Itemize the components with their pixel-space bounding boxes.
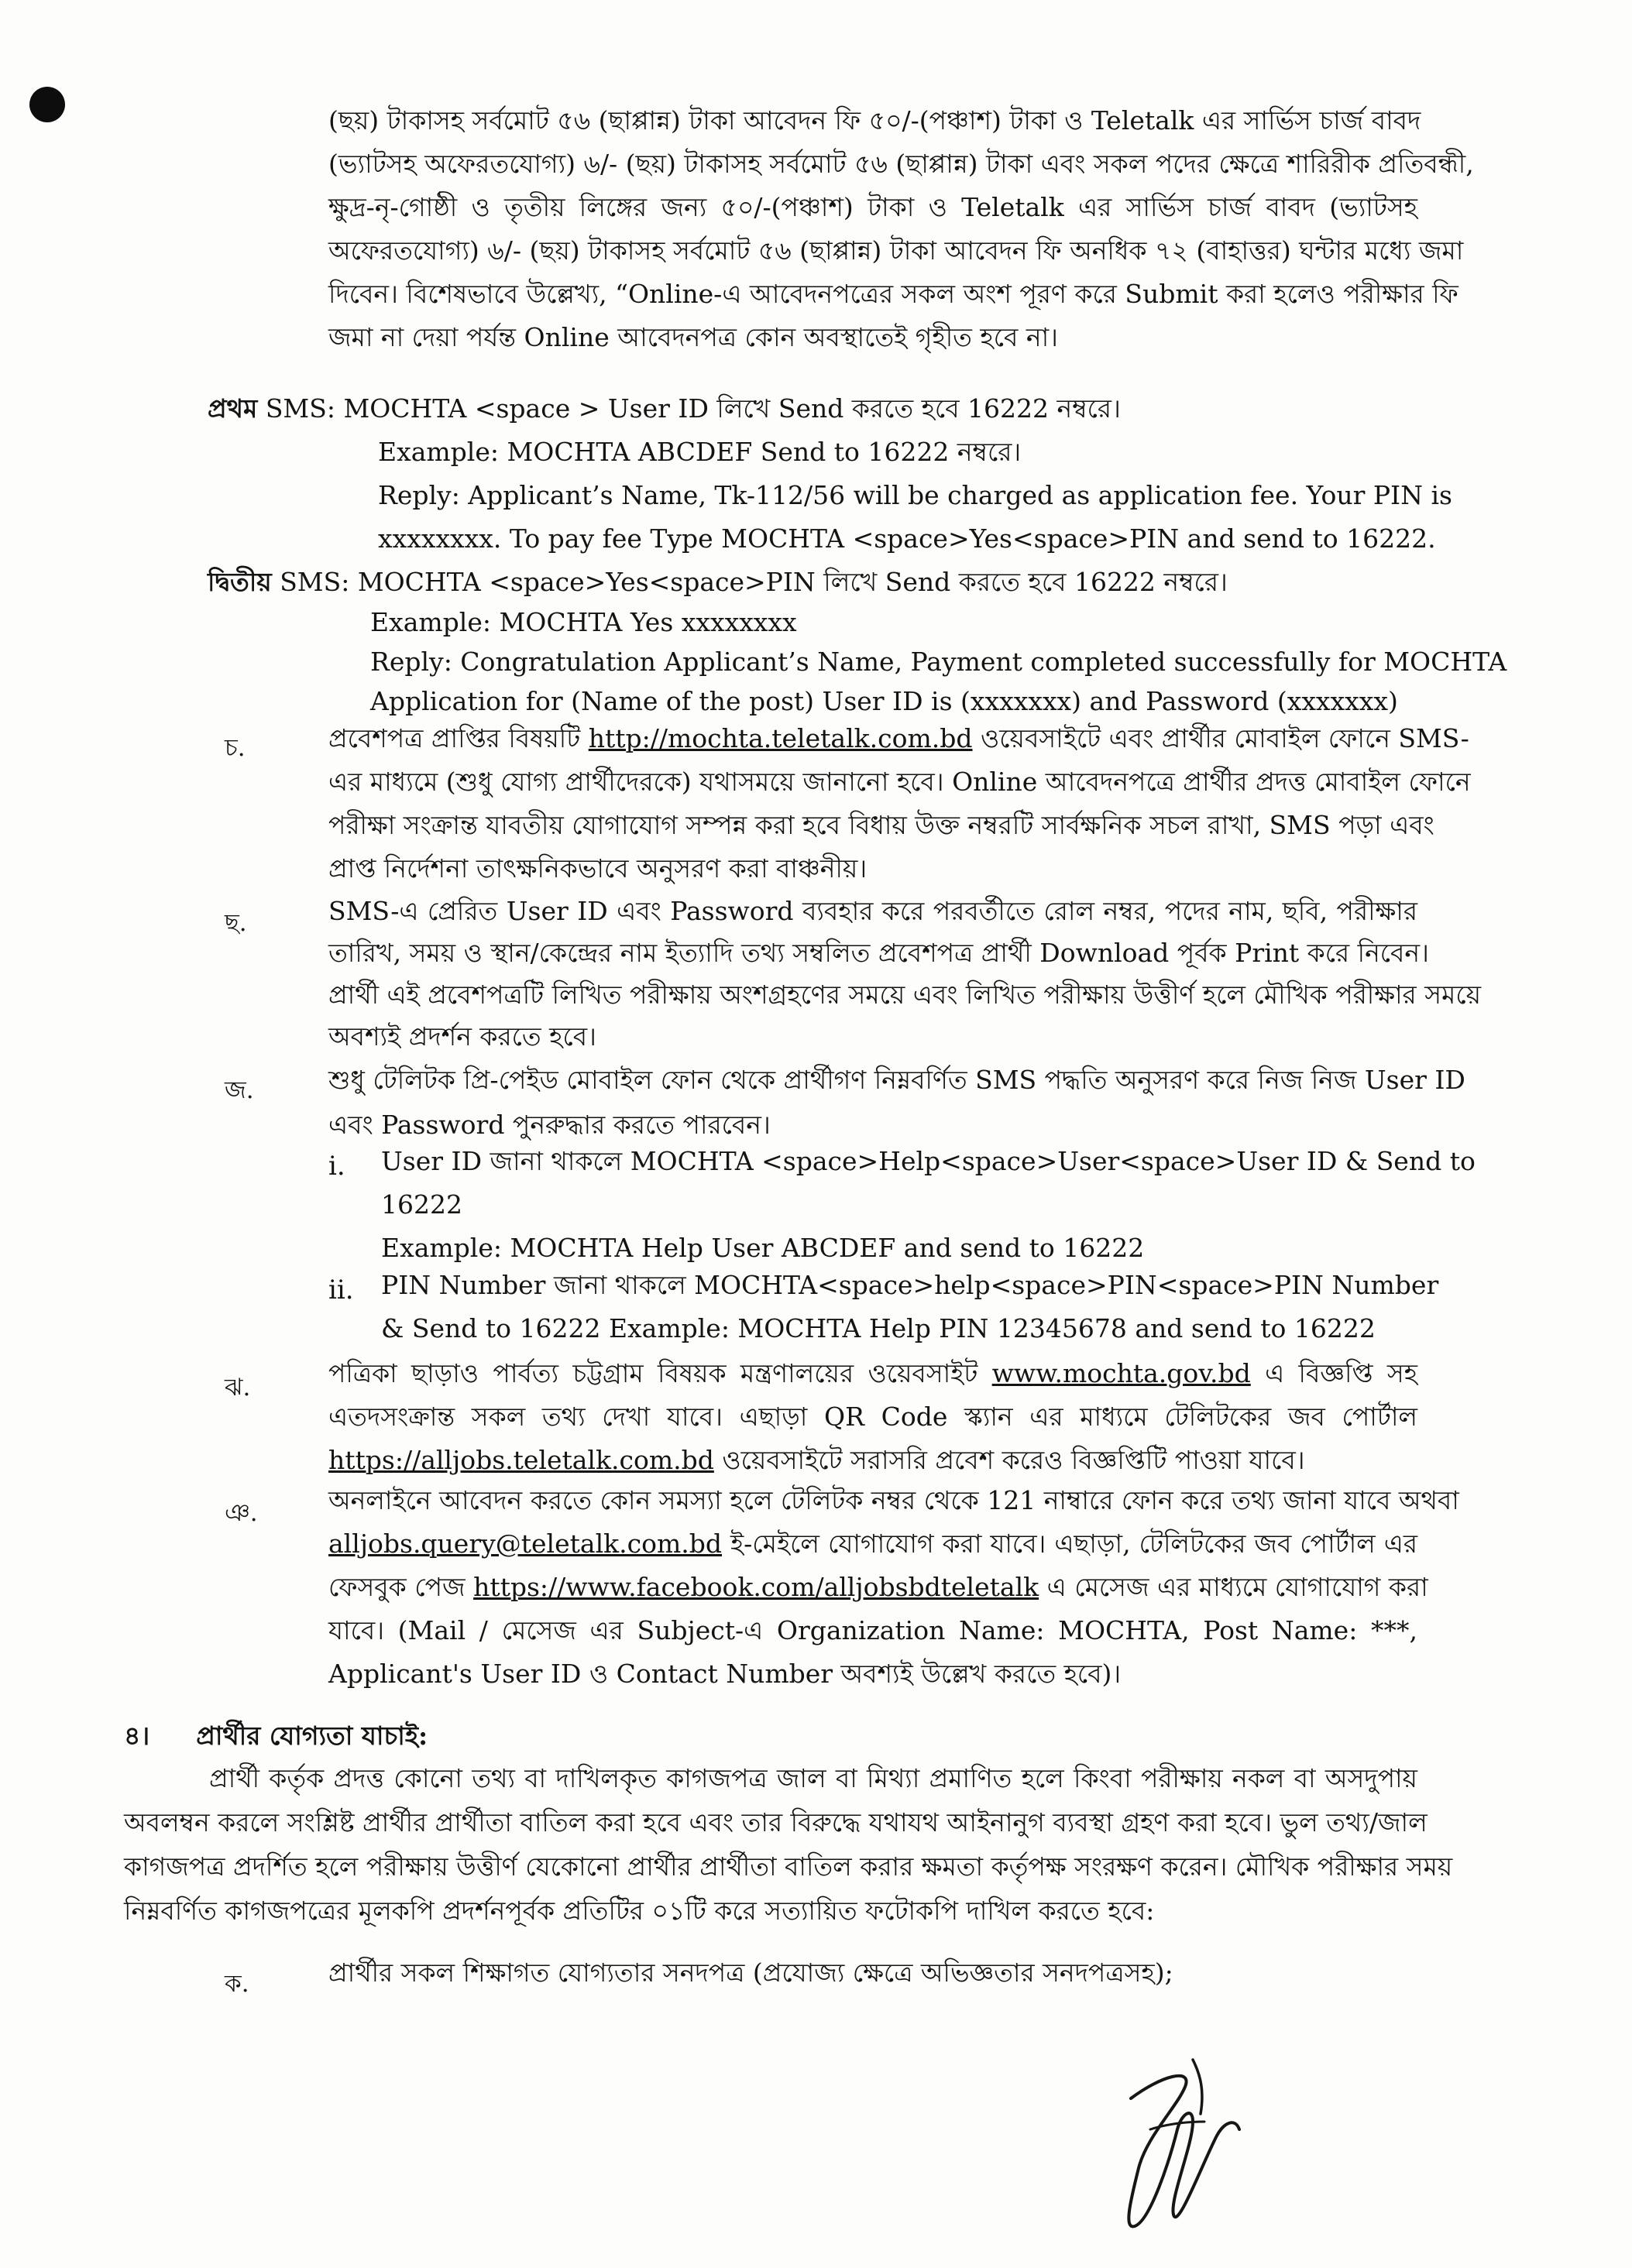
sms2-details (370, 602, 1507, 721)
sub-i-line: 16222 (381, 1189, 462, 1220)
sub-i-marker: i. (328, 1151, 345, 1182)
sub-i-line: Example: MOCHTA Help User ABCDEF and send to 16222 (381, 1233, 1145, 1263)
sms1-head-line (208, 387, 1424, 431)
intro-line: (ছয়) টাকাসহ সর্বমোট ৫৬ (ছাপ্পান্ন) টাকা আবেদন ফি ৫০/-(পঞ্চাশ) টাকা ও Teletalk এর সার্ভিস চার্জ বাবদ (328, 105, 1421, 136)
sub-item-i (381, 1140, 1476, 1270)
item-cha-line: প্রাপ্ত নির্দেশনা তাৎক্ষনিকভাবে অনুসরণ করা বাঞ্চনীয়। (328, 853, 868, 884)
item-nya-line (328, 1522, 1417, 1566)
item-chha-line: প্রার্থী এই প্রবেশপত্রটি লিখিত পরীক্ষায় অংশগ্রহণের সময়ে এবং লিখিত পরীক্ষায় উত্তীর্ণ হলে মৌখিক পরীক্ষার সময়ে (328, 980, 1482, 1010)
item-ja-line: এবং Password পুনরুদ্ধার করতে পারবেন। (328, 1110, 771, 1140)
facebook-page-link[interactable]: https://www.facebook.com/alljobsbdteletalk (473, 1572, 1039, 1602)
item-jha-line: এতদসংক্রান্ত সকল তথ্য দেখা যাবে। এছাড়া QR Code স্ক্যান এর মাধ্যমে টেলিটকের জব পোর্টাল (328, 1402, 1417, 1432)
section-4-line: কাগজপত্র প্রদর্শিত হলে পরীক্ষায় উত্তীর্ণ যেকোনো প্রার্থীর প্রার্থীতা বাতিল করার ক্ষমতা কর্তৃপক্ষ সংরক্ষণ করেন। মৌখিক পরীক্ষার সময় (124, 1851, 1453, 1882)
sms2-reply-1: Reply: Congratulation Applicant’s Name, Payment completed successfully for MOCHTA (370, 647, 1507, 677)
sms1-reply-2: xxxxxxxx. To pay fee Type MOCHTA <space>Yes<space>PIN and send to 16222. (378, 523, 1436, 554)
query-email-link[interactable]: alljobs.query@teletalk.com.bd (328, 1529, 722, 1559)
item-ka-line: প্রার্থীর সকল শিক্ষাগত যোগ্যতার সনদপত্র (প্রযোজ্য ক্ষেত্রে অভিজ্ঞতার সনদপত্রসহ); (328, 1957, 1173, 1988)
sms2-head-line (208, 561, 1424, 604)
intro-line: দিবেন। বিশেষভাবে উল্লেখ্য, “Online-এ আবেদনপত্রের সকল অংশ পূরণ করে Submit করা হলেও পরীক্ষার ফি (328, 279, 1458, 309)
section-4-heading-line (124, 1714, 821, 1758)
item-ka (328, 1951, 1417, 1995)
section-4-number: ৪। (124, 1721, 150, 1751)
alljobs-link[interactable]: https://alljobs.teletalk.com.bd (328, 1445, 714, 1475)
item-nya-line: Applicant's User ID ও Contact Number অবশ্যই উল্লেখ করতে হবে)। (328, 1659, 1122, 1689)
sub-ii-line: PIN Number জানা থাকলে MOCHTA<space>help<space>PIN<space>PIN Number (381, 1270, 1439, 1300)
sms2-example: Example: MOCHTA Yes xxxxxxxx (370, 607, 797, 637)
intro-line: ক্ষুদ্র-নৃ-গোষ্ঠী ও তৃতীয় লিঙ্গের জন্য ৫০/-(পঞ্চাশ) টাকা ও Teletalk এর সার্ভিস চার্জ বাবদ (ভ্যাটসহ (328, 192, 1417, 222)
section-4-paragraph (124, 1756, 1453, 1933)
section-4-title: প্রার্থীর যোগ্যতা যাচাই: (196, 1721, 428, 1751)
item-nya-marker: ঞ. (225, 1499, 258, 1527)
text-run: পত্রিকা ছাড়াও পার্বত্য চট্টগ্রাম বিষয়ক মন্ত্রণালয়ের ওয়েবসাইট (328, 1358, 992, 1388)
sms2-block (208, 561, 1424, 604)
item-ja-marker: জ. (225, 1076, 254, 1104)
sms2-reply-2: Application for (Name of the post) User ID is (xxxxxxx) and Password (xxxxxxx) (370, 686, 1398, 716)
item-chha-marker: ছ. (225, 909, 247, 937)
item-jha-line (328, 1439, 1417, 1482)
sms1-example: Example: MOCHTA ABCDEF Send to 16222 নম্বরে। (378, 437, 1022, 467)
sms2-head: SMS: MOCHTA <space>Yes<space>PIN লিখে Send করতে হবে 16222 নম্বরে। (280, 567, 1228, 597)
teletalk-admit-link[interactable]: http://mochta.teletalk.com.bd (588, 723, 973, 753)
text-run: ই-মেইলে যোগাযোগ করা যাবে। এছাড়া, টেলিটকের জব পোর্টাল এর (722, 1529, 1417, 1559)
item-cha-line: এর মাধ্যমে (শুধু যোগ্য প্রার্থীদেরকে) যথাসময়ে জানানো হবে। Online আবেদনপত্রে প্রার্থীর প্রদত্ত মোবাইল ফোনে (328, 767, 1471, 797)
sub-ii-marker: ii. (328, 1275, 354, 1306)
sms1-reply-1: Reply: Applicant’s Name, Tk-112/56 will be charged as application fee. Your PIN is (378, 480, 1452, 510)
item-chha (328, 890, 1482, 1058)
section-4-heading (124, 1714, 821, 1758)
signature-mark (1077, 2044, 1270, 2246)
item-ja (328, 1058, 1465, 1148)
intro-line: জমা না দেয়া পর্যন্ত Online আবেদনপত্র কোন অবস্থাতেই গৃহীত হবে না। (328, 322, 1058, 352)
punch-hole (29, 87, 65, 122)
sms1-head: SMS: MOCHTA <space > User ID লিখে Send করতে হবে 16222 নম্বরে। (265, 393, 1121, 424)
item-chha-line: অবশ্যই প্রদর্শন করতে হবে। (328, 1021, 596, 1052)
item-cha-line (328, 717, 1469, 760)
intro-line: অফেরতযোগ্য) ৬/- (ছয়) টাকাসহ সর্বমোট ৫৬ (ছাপ্পান্ন) টাকা আবেদন ফি অনধিক ৭২ (বাহাত্তর) ঘন্টার মধ্যে জমা (328, 235, 1464, 266)
item-cha-marker: চ. (225, 734, 246, 762)
sub-ii-line: & Send to 16222 Example: MOCHTA Help PIN 12345678 and send to 16222 (381, 1313, 1376, 1343)
section-4-line: নিম্নবর্ণিত কাগজপত্রের মূলকপি প্রদর্শনপূর্বক প্রতিটির ০১টি করে সত্যায়িত ফটোকপি দাখিল করতে হবে: (124, 1896, 1155, 1926)
item-nya-line: যাবে। (Mail / মেসেজ এর Subject-এ Organization Name: MOCHTA, Post Name: ***, (328, 1615, 1417, 1645)
sms1-details (378, 431, 1452, 561)
section-4-line: প্রার্থী কর্তৃক প্রদত্ত কোনো তথ্য বা দাখিলকৃত কাগজপত্র জাল বা মিথ্যা প্রমাণিত হলে কিংবা পরীক্ষায় নকল বা অসদুপায় (209, 1763, 1417, 1793)
item-jha (328, 1352, 1417, 1482)
item-nya-line: অনলাইনে আবেদন করতে কোন সমস্যা হলে টেলিটক নম্বর থেকে 121 নাম্বারে ফোন করে তথ্য জানা যাবে অথবা (328, 1485, 1459, 1515)
intro-paragraph (328, 99, 1474, 359)
text-run: এ বিজ্ঞপ্তি সহ (1250, 1358, 1417, 1388)
mochta-website-link[interactable]: www.mochta.gov.bd (991, 1358, 1251, 1388)
sms1-block (208, 387, 1424, 431)
text-run: ওয়েবসাইটে এবং প্রার্থীর মোবাইল ফোনে SMS- (972, 723, 1469, 753)
sub-i-line: User ID জানা থাকলে MOCHTA <space>Help<space>User<space>User ID & Send to (381, 1146, 1476, 1176)
item-chha-line: তারিখ, সময় ও স্থান/কেন্দ্রের নাম ইত্যাদি তথ্য সম্বলিত প্রবেশপত্র প্রার্থী Download পূর্বক Print করে নিবেন। (328, 938, 1429, 968)
text-run: এ মেসেজ এর মাধ্যমে যোগাযোগ করা (1039, 1572, 1428, 1602)
item-ka-marker: ক. (225, 1970, 249, 1998)
item-nya-line (328, 1566, 1428, 1609)
item-chha-line: SMS-এ প্রেরিত User ID এবং Password ব্যবহার করে পরবর্তীতে রোল নম্বর, পদের নাম, ছবি, পরীক্ষার (328, 896, 1417, 926)
text-run: ফেসবুক পেজ (328, 1572, 474, 1602)
item-nya (328, 1479, 1459, 1696)
section-4-line: অবলম্বন করলে সংশ্লিষ্ট প্রার্থীর প্রার্থীতা বাতিল করা হবে এবং তার বিরুদ্ধে যথাযথ আইনানুগ ব্যবস্থা গ্রহণ করা হবে। ভুল তথ্য/জাল (124, 1807, 1428, 1837)
item-ja-line: শুধু টেলিটক প্রি-পেইড মোবাইল ফোন থেকে প্রার্থীগণ নিম্নবর্ণিত SMS পদ্ধতি অনুসরণ করে নিজ নিজ User ID (328, 1065, 1465, 1095)
item-cha-line: পরীক্ষা সংক্রান্ত যাবতীয় যোগাযোগ সম্পন্ন করা হবে বিধায় উক্ত নম্বরটি সার্বক্ষনিক সচল রাখা, SMS পড়া এবং (328, 810, 1434, 840)
text-run: প্রবেশপত্র প্রাপ্তির বিষয়টি (328, 723, 589, 753)
sub-item-ii (381, 1264, 1439, 1350)
sms2-label: দ্বিতীয় (208, 567, 272, 597)
item-jha-line (328, 1352, 1417, 1395)
item-jha-marker: ঝ. (225, 1374, 251, 1402)
item-cha (328, 717, 1471, 890)
text-run: ওয়েবসাইটে সরাসরি প্রবেশ করেও বিজ্ঞপ্তিটি পাওয়া যাবে। (713, 1445, 1305, 1475)
intro-line: (ভ্যাটসহ অফেরতযোগ্য) ৬/- (ছয়) টাকাসহ সর্বমোট ৫৬ (ছাপ্পান্ন) টাকা এবং সকল পদের ক্ষেত্রে শারিরীক প্রতিবন্ধী, (328, 149, 1474, 179)
sms1-label: প্রথম (208, 393, 258, 424)
